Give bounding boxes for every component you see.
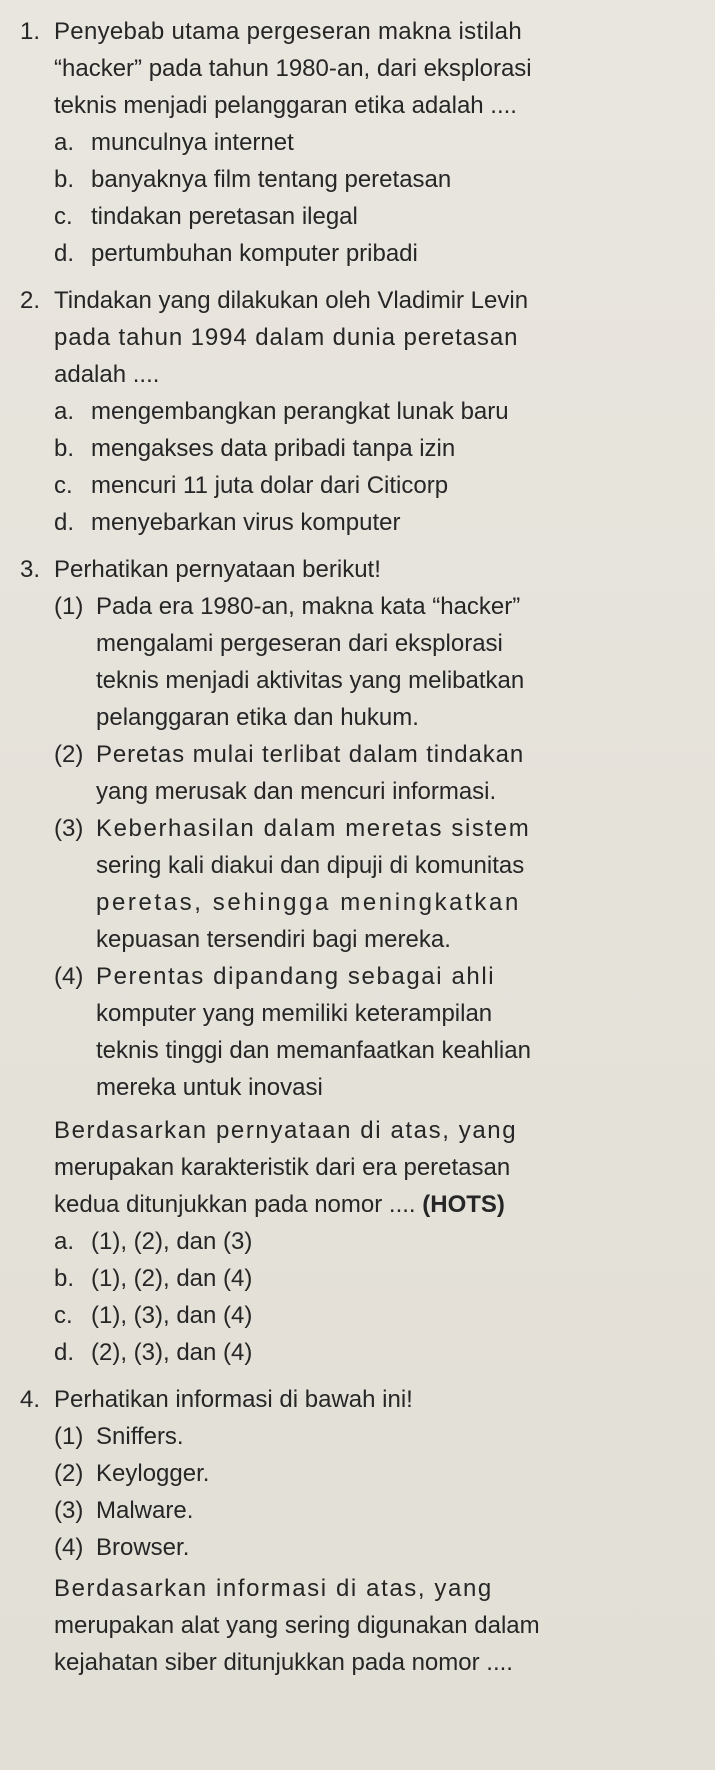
question-line: kejahatan siber ditunjukkan pada nomor .... [54, 1649, 513, 1676]
option-a [54, 1223, 701, 1260]
statement-line: pelanggaran etika dan hukum. [96, 704, 419, 731]
item-text: Keylogger. [96, 1460, 210, 1487]
option-letter: b. [54, 435, 75, 462]
question-3 [10, 551, 701, 1371]
statement-line: Pada era 1980-an, makna kata “hacker” [96, 593, 521, 620]
option-letter: b. [54, 1265, 75, 1292]
stem-line: “hacker” pada tahun 1980-an, dari eksplorasi [54, 55, 532, 82]
item-number: (2) [54, 1460, 84, 1487]
option-letter: c. [54, 472, 73, 499]
statement-number: (2) [54, 741, 84, 768]
option-text: (2), (3), dan (4) [91, 1339, 253, 1366]
statement-line: teknis menjadi aktivitas yang melibatkan [96, 667, 525, 694]
option-text: (1), (2), dan (3) [91, 1228, 253, 1255]
question-number: 1. [20, 18, 41, 45]
item-number: (4) [54, 1534, 84, 1561]
question-line: Berdasarkan informasi di atas, yang [54, 1575, 493, 1602]
statement-line: Keberhasilan dalam meretas sistem [96, 815, 531, 842]
question-number: 3. [20, 556, 41, 583]
info-item-2 [54, 1455, 701, 1492]
option-letter: d. [54, 509, 75, 536]
statement-line: Perentas dipandang sebagai ahli [96, 963, 496, 990]
option-d [54, 1334, 701, 1371]
statement-line: Peretas mulai terlibat dalam tindakan [96, 741, 525, 768]
option-a [54, 393, 701, 430]
question-1 [10, 13, 701, 272]
question-line: merupakan alat yang sering digunakan dalam [54, 1612, 540, 1639]
intro-line: Perhatikan informasi di bawah ini! [54, 1386, 413, 1413]
statement-number: (1) [54, 593, 84, 620]
option-text: tindakan peretasan ilegal [91, 203, 358, 230]
question-2 [10, 282, 701, 541]
option-letter: a. [54, 398, 75, 425]
question-line: Berdasarkan pernyataan di atas, yang [54, 1117, 518, 1144]
statement-line: sering kali diakui dan dipuji di komunitas [96, 852, 525, 879]
statement-line: teknis tinggi dan memanfaatkan keahlian [96, 1037, 531, 1064]
item-number: (1) [54, 1423, 84, 1450]
question-body [54, 13, 701, 272]
statement-line: peretas, sehingga meningkatkan [96, 889, 521, 916]
question-body [54, 551, 701, 1371]
stem-line: teknis menjadi pelanggaran etika adalah .... [54, 92, 517, 119]
option-d [54, 504, 701, 541]
option-d [54, 235, 701, 272]
option-letter: d. [54, 1339, 75, 1366]
option-letter: c. [54, 1302, 73, 1329]
question-text: kedua ditunjukkan pada nomor .... [54, 1191, 423, 1218]
statement-line: mengalami pergeseran dari eksplorasi [96, 630, 503, 657]
stem-line: Penyebab utama pergeseran makna istilah [54, 18, 522, 45]
stem-line: pada tahun 1994 dalam dunia peretasan [54, 324, 519, 351]
option-c [54, 1297, 701, 1334]
option-a [54, 124, 701, 161]
stem-line: adalah .... [54, 361, 160, 388]
item-text: Malware. [96, 1497, 194, 1524]
statement-line: yang merusak dan mencuri informasi. [96, 778, 497, 805]
item-text: Sniffers. [96, 1423, 184, 1450]
option-text: pertumbuhan komputer pribadi [91, 240, 418, 267]
question-line: merupakan karakteristik dari era peretasan [54, 1154, 511, 1181]
option-letter: a. [54, 1228, 75, 1255]
item-text: Browser. [96, 1534, 190, 1561]
option-text: munculnya internet [91, 129, 294, 156]
option-text: mengembangkan perangkat lunak baru [91, 398, 509, 425]
option-text: (1), (2), dan (4) [91, 1265, 253, 1292]
option-c [54, 198, 701, 235]
info-item-1 [54, 1418, 701, 1455]
item-number: (3) [54, 1497, 84, 1524]
statement-number: (4) [54, 963, 84, 990]
option-b [54, 430, 701, 467]
stem-line: Tindakan yang dilakukan oleh Vladimir Levin [54, 287, 529, 314]
question-line [54, 1186, 701, 1223]
option-letter: d. [54, 240, 75, 267]
statement-1 [54, 588, 701, 736]
statement-2 [54, 736, 701, 810]
option-text: menyebarkan virus komputer [91, 509, 401, 536]
statement-number: (3) [54, 815, 84, 842]
statement-4 [54, 958, 701, 1106]
question-body [54, 282, 701, 541]
option-letter: a. [54, 129, 75, 156]
statement-line: kepuasan tersendiri bagi mereka. [96, 926, 451, 953]
option-text: banyaknya film tentang peretasan [91, 166, 452, 193]
question-body [54, 1381, 701, 1681]
option-b [54, 161, 701, 198]
statement-line: komputer yang memiliki keterampilan [96, 1000, 493, 1027]
option-letter: b. [54, 166, 75, 193]
option-letter: c. [54, 203, 73, 230]
hots-label: (HOTS) [422, 1191, 505, 1218]
info-item-4 [54, 1529, 701, 1566]
option-b [54, 1260, 701, 1297]
statement-3 [54, 810, 701, 958]
statement-line: mereka untuk inovasi [96, 1074, 323, 1101]
question-number: 2. [20, 287, 41, 314]
option-text: mengakses data pribadi tanpa izin [91, 435, 456, 462]
info-item-3 [54, 1492, 701, 1529]
option-text: (1), (3), dan (4) [91, 1302, 253, 1329]
option-text: mencuri 11 juta dolar dari Citicorp [91, 472, 449, 499]
question-number: 4. [20, 1386, 41, 1413]
intro-line: Perhatikan pernyataan berikut! [54, 556, 381, 583]
option-c [54, 467, 701, 504]
question-4 [10, 1381, 701, 1681]
